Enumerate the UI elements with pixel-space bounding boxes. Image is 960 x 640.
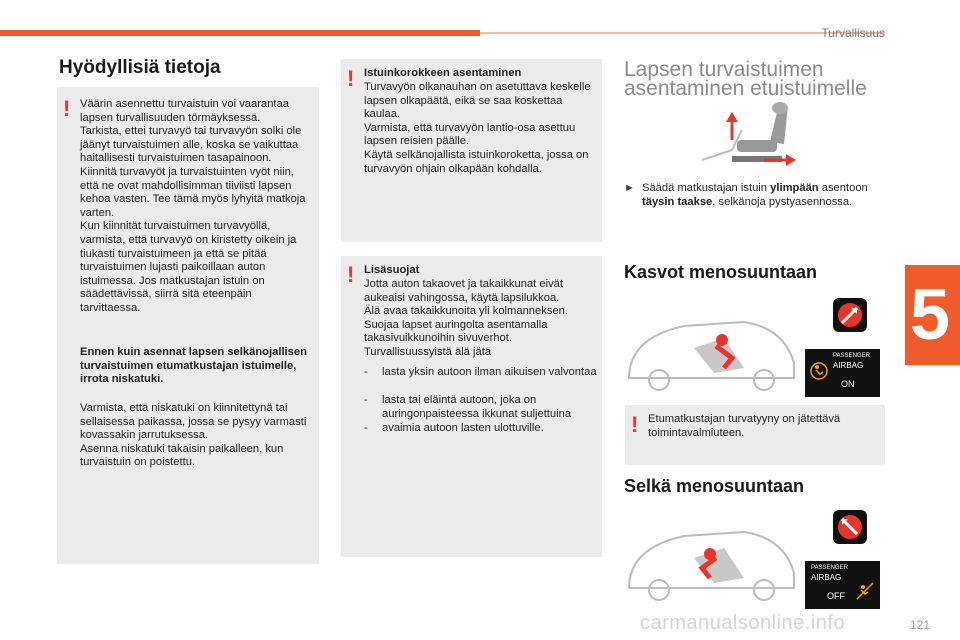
airbag-off-icon xyxy=(855,581,875,601)
watermark: carmanualsonline.info xyxy=(640,612,846,634)
warning-icon: ! xyxy=(347,262,355,287)
airbag-switch-off-icon xyxy=(833,510,867,544)
seat-adjust-illustration xyxy=(692,100,802,170)
left-para1: Väärin asennettu turvaistuin voi vaarantaa lapsen turvallisuuden törmäyksessä. Tarkista, ettei turvavyö tai turvavyön solki ole jäänyt turvaistuimen alle, koska se vaikuttaa haitallisesti turvaistuimen tasapainoon. Kiinnitä turvavyöt ja turvaistuinten vyöt niin, että ne ovat mahdollisimman tiiviisti lapsen kehoa vasten. Tee tämä myös lyhyitä matkoja varten. Kun kiinnität turvaistuimen turvavyöllä, varmista, että turvavyö on kiristetty oikein ja tiukasti turvaistuimeen ja että se pitää turvaistuimen lujasti paikoillaan auton istuimessa. Jos matkustajan istuin on säädettävissä, siirrä sitä eteenpäin tarvittaessa. xyxy=(80,98,306,314)
chapter-number: 5 xyxy=(909,275,951,355)
airbag-off-indicator: PASSENGER AIRBAG OFF xyxy=(805,561,880,609)
seat-instruction: Säädä matkustajan istuin ylimpään asentoon täysin taakse, selkänoja pystyasennossa. xyxy=(642,182,868,208)
extra-title: Lisäsuojat xyxy=(364,264,420,276)
rear-facing-car-illustration xyxy=(624,518,799,603)
left-heading: Hyödyllisiä tietoja xyxy=(59,57,221,78)
warning-icon: ! xyxy=(63,96,71,121)
warning-icon: ! xyxy=(347,66,355,91)
list-item: avaimia autoon lasten ulottuville. xyxy=(382,422,544,434)
warning-icon: ! xyxy=(631,412,639,437)
list-item: lasta yksin autoon ilman aikuisen valvontaa xyxy=(382,366,597,378)
rear-facing-heading: Selkä menosuuntaan xyxy=(624,476,805,496)
airbag-on-indicator: PASSENGER AIRBAG ON xyxy=(805,349,880,397)
left-para2: Varmista, että niskatuki on kiinnitettynä tai sellaisessa paikassa, jossa se pysyy varmasti kovassakin jarrutuksessa. Asenna niskatuki takaisin paikalleen, kun turvaistuin on poistettu. xyxy=(80,402,307,469)
airbag-warning-icon xyxy=(809,361,829,381)
airbag-switch-on-icon xyxy=(833,298,867,332)
bullet-icon: ► xyxy=(624,182,635,194)
extra-body: Jotta auton takaovet ja takaikkunat eivät aukeaisi vahingossa, käytä lapsilukkoa. Älä avaa takaikkunoita yli kolmanneksen. Suojaa lapset auringolta asentamalla takasivuikkunoihin sivuverhot. Turvallisuussyistä älä jätä xyxy=(364,278,568,358)
booster-title: Istuinkorokkeen asentaminen xyxy=(364,67,522,79)
left-bold-heading: Ennen kuin asennat lapsen selkänojallisen turvaistuimen etumatkustajan istuimelle, irrota niskatuki. xyxy=(80,346,307,386)
list-item: lasta tai eläintä autoon, joka on auringonpaisteessa ikkunat suljettuina xyxy=(382,394,572,420)
right-heading: Lapsen turvaistuimen asentaminen etuistuimelle xyxy=(624,58,867,100)
forward-facing-car-illustration xyxy=(624,308,799,393)
page-number: 121 xyxy=(910,618,931,632)
airbag-warning: Etumatkustajan turvatyyny on jätettävä toimintavalmiuteen. xyxy=(648,413,841,439)
section-name: Turvallisuus xyxy=(821,26,885,40)
top-accent-bar xyxy=(0,30,480,36)
forward-facing-heading: Kasvot menosuuntaan xyxy=(624,262,818,282)
booster-body: Turvavyön olkanauhan on asetuttava keskelle lapsen olkapäätä, eikä se saa koskettaa kaulaa. Varmista, että turvavyön lantio-osa asettuu lapsen reisien päälle. Käytä selkänojallista istuinkoroketta, jossa on turvavyön ohjain olkapään kohdalla. xyxy=(364,81,591,175)
